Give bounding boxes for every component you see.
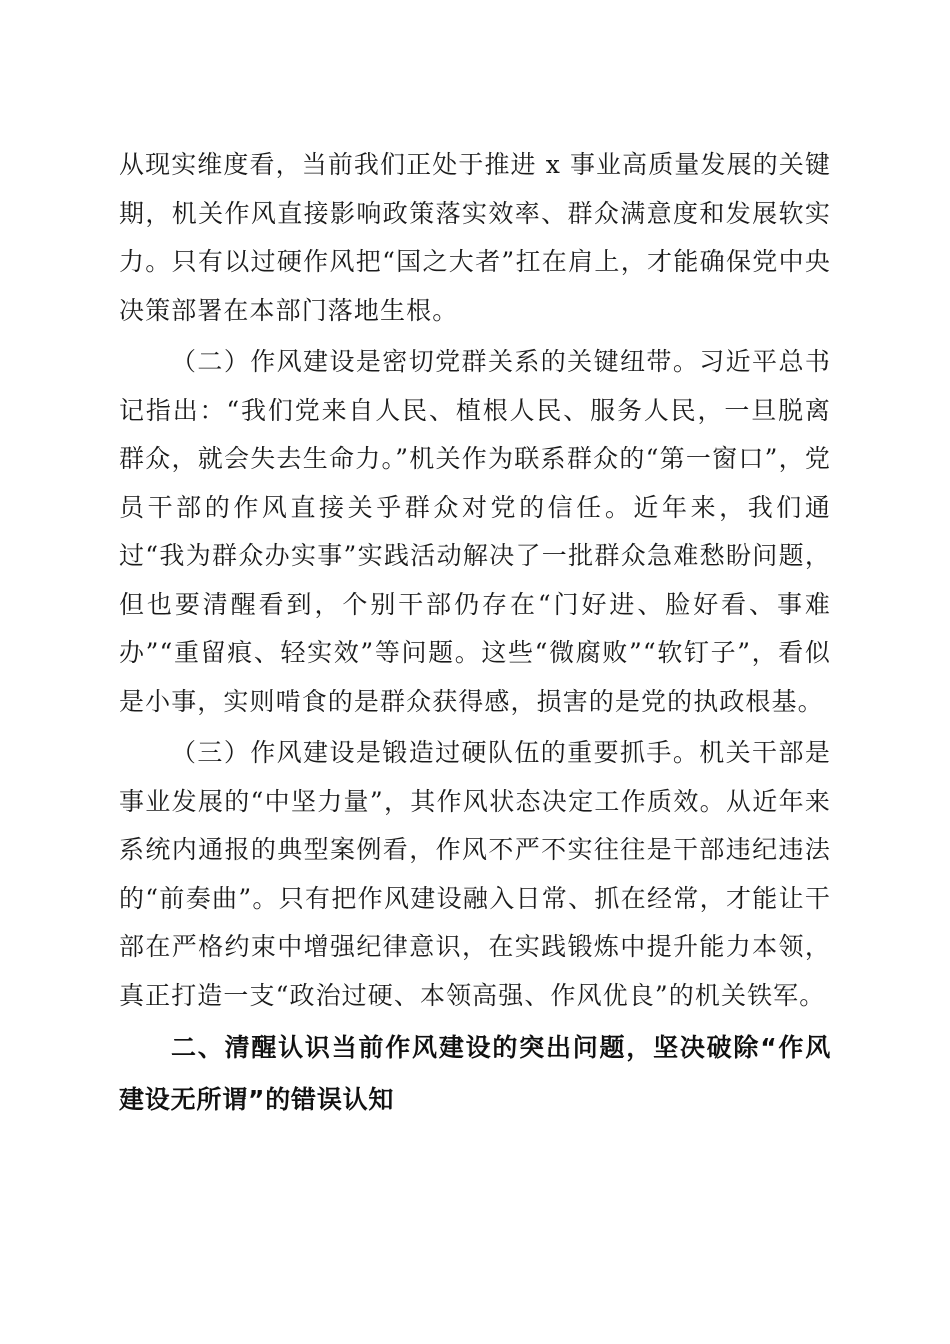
paragraph-team-building: （三）作风建设是锻造过硬队伍的重要抓手。机关干部是事业发展的“中坚力量”，其作风状态决定工作质效。从近年来系统内通报的典型案例看，作风不严不实往往是干部违纪违法的“前奏曲”。只有把作风建设融入日常、抓在经常，才能让干部在严格约束中增强纪律意识，在实践锻炼中提升能力本领，真正打造一支“政治过硬、本领高强、作风优良”的机关铁军。: [119, 738, 831, 1010]
document-body: [119, 141, 831, 1126]
section-heading-two: 二、清醒认识当前作风建设的突出问题，坚决破除“作风建设无所谓”的错误认知: [119, 1033, 831, 1114]
paragraph-party-mass-relations: （二）作风建设是密切党群关系的关键纽带。习近平总书记指出：“我们党来自人民、植根人民、服务人民，一旦脱离群众，就会失去生命力。”机关作为联系群众的“第一窗口”，党员干部的作风直接关乎群众对党的信任。近年来，我们通过“我为群众办实事”实践活动解决了一批群众急难愁盼问题，但也要清醒看到，个别干部仍存在“门好进、脸好看、事难办”“重留痕、轻实效”等问题。这些“微腐败”“软钉子”，看似是小事，实则啃食的是群众获得感，损害的是党的执政根基。: [119, 347, 831, 716]
paragraph-reality-dimension: 从现实维度看，当前我们正处于推进 x 事业高质量发展的关键期，机关作风直接影响政策落实效率、群众满意度和发展软实力。只有以过硬作风把“国之大者”扛在肩上，才能确保党中央决策部署在本部门落地生根。: [119, 150, 831, 325]
